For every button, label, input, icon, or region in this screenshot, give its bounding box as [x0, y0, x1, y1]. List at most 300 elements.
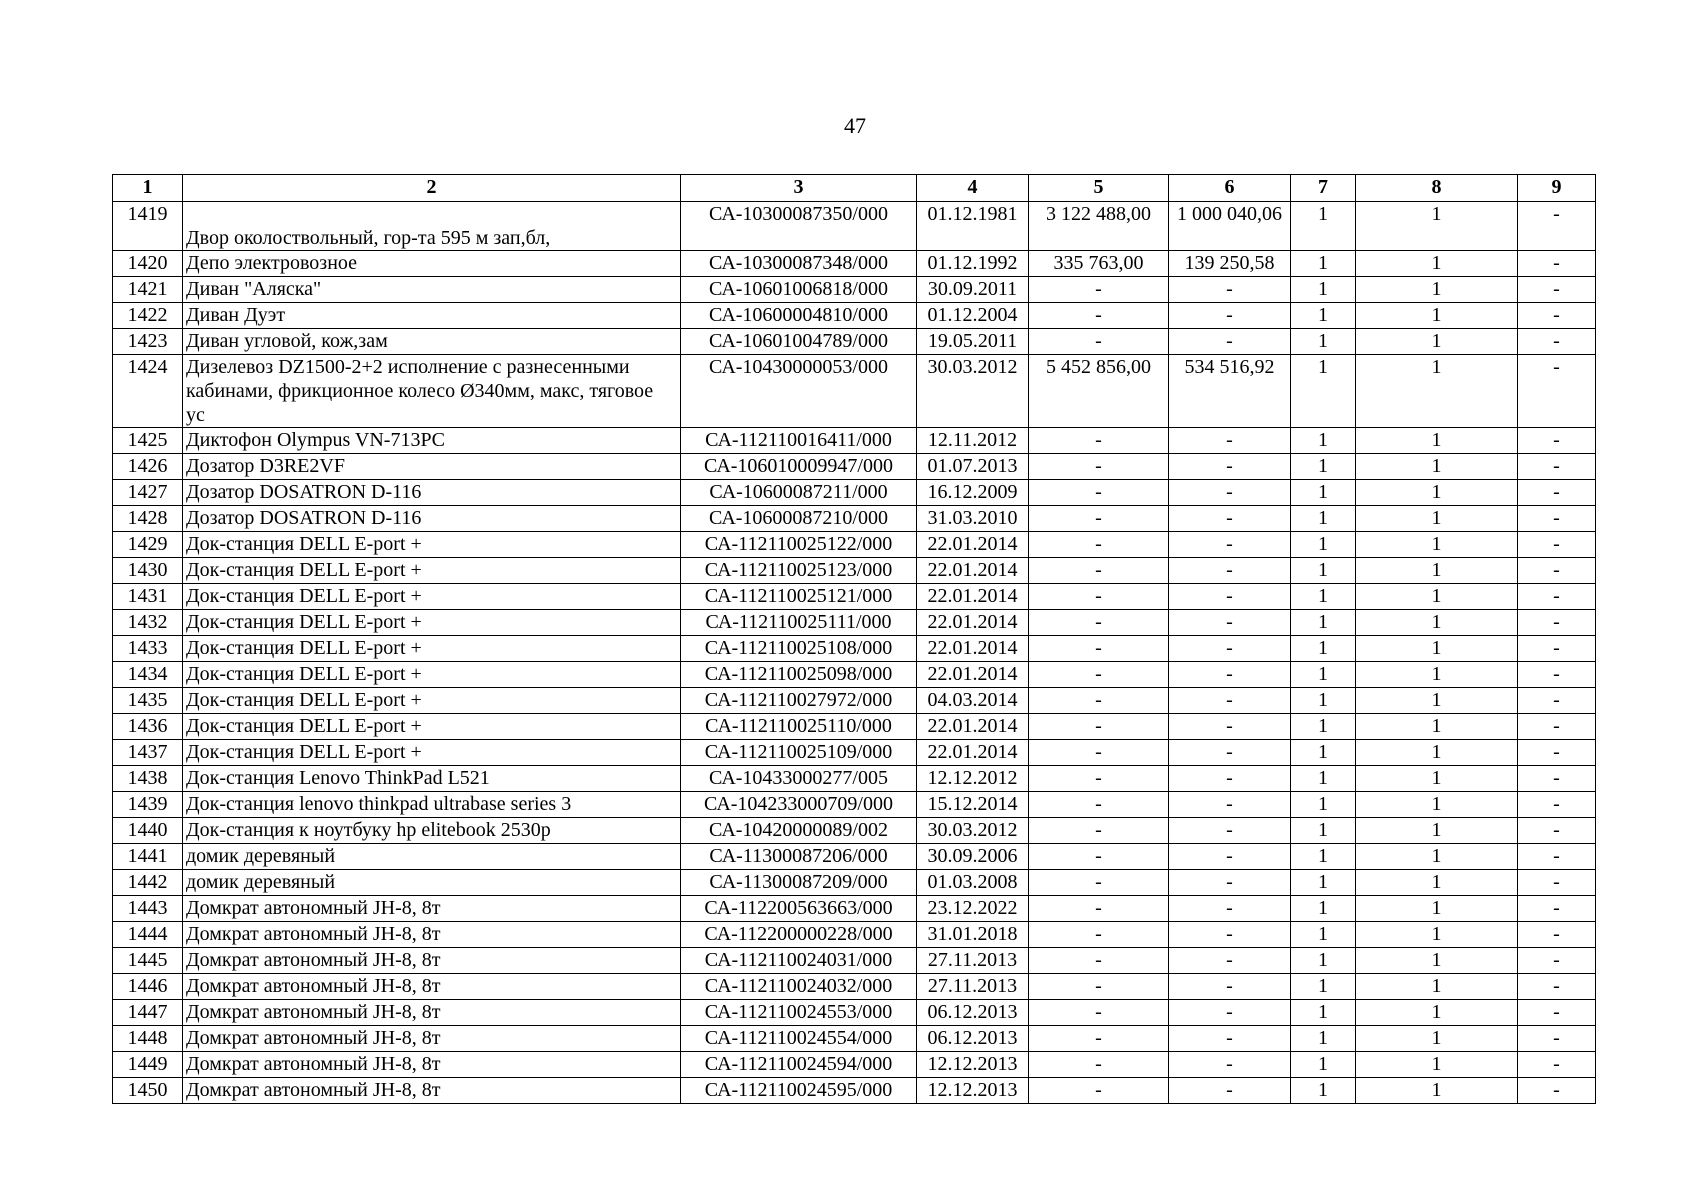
row-number: 1440 — [113, 818, 183, 844]
row-number: 1428 — [113, 506, 183, 532]
col9-value: - — [1518, 1052, 1596, 1078]
residual-value: - — [1169, 844, 1291, 870]
acquisition-date: 31.03.2010 — [917, 506, 1029, 532]
col9-value: - — [1518, 792, 1596, 818]
table-row — [113, 766, 1596, 792]
col7-value: 1 — [1291, 714, 1356, 740]
col9-value: - — [1518, 974, 1596, 1000]
col8-value: 1 — [1356, 480, 1518, 506]
col7-value: 1 — [1291, 636, 1356, 662]
table-row — [113, 714, 1596, 740]
residual-value: - — [1169, 896, 1291, 922]
initial-value: - — [1029, 1078, 1169, 1104]
col7-value: 1 — [1291, 922, 1356, 948]
col8-value: 1 — [1356, 506, 1518, 532]
row-number: 1425 — [113, 428, 183, 454]
col9-value: - — [1518, 303, 1596, 329]
inventory-code: СА-112110024031/000 — [681, 948, 917, 974]
col8-value: 1 — [1356, 1026, 1518, 1052]
item-name: Док-станция DELL E-port + — [183, 636, 681, 662]
col9-value: - — [1518, 844, 1596, 870]
row-number: 1447 — [113, 1000, 183, 1026]
col9-value: - — [1518, 818, 1596, 844]
initial-value: - — [1029, 740, 1169, 766]
row-number: 1433 — [113, 636, 183, 662]
initial-value: - — [1029, 428, 1169, 454]
item-name: Депо электровозное — [183, 251, 681, 277]
acquisition-date: 22.01.2014 — [917, 584, 1029, 610]
residual-value: - — [1169, 558, 1291, 584]
initial-value: - — [1029, 558, 1169, 584]
col8-value: 1 — [1356, 636, 1518, 662]
col8-value: 1 — [1356, 896, 1518, 922]
item-name: Дозатор DOSATRON D-116 — [183, 480, 681, 506]
col7-value: 1 — [1291, 277, 1356, 303]
table-row — [113, 584, 1596, 610]
col7-value: 1 — [1291, 896, 1356, 922]
table-row — [113, 610, 1596, 636]
item-name: Док-станция lenovo thinkpad ultrabase series 3 — [183, 792, 681, 818]
inventory-code: СА-112200563663/000 — [681, 896, 917, 922]
table-row — [113, 948, 1596, 974]
row-number: 1437 — [113, 740, 183, 766]
initial-value: - — [1029, 610, 1169, 636]
col7-value: 1 — [1291, 1078, 1356, 1104]
row-number: 1449 — [113, 1052, 183, 1078]
acquisition-date: 01.03.2008 — [917, 870, 1029, 896]
inventory-table — [112, 174, 1596, 1104]
item-name: Док-станция DELL E-port + — [183, 532, 681, 558]
table-row — [113, 974, 1596, 1000]
inventory-code: СА-106010009947/000 — [681, 454, 917, 480]
item-name: Домкрат автономный JH-8, 8т — [183, 1078, 681, 1104]
item-name: Док-станция Lenovo ThinkPad L521 — [183, 766, 681, 792]
inventory-code: СА-10420000089/002 — [681, 818, 917, 844]
inventory-code: СА-112200000228/000 — [681, 922, 917, 948]
inventory-code: СА-11300087206/000 — [681, 844, 917, 870]
col8-value: 1 — [1356, 974, 1518, 1000]
inventory-code: СА-10300087350/000 — [681, 202, 917, 251]
acquisition-date: 22.01.2014 — [917, 636, 1029, 662]
table-row — [113, 636, 1596, 662]
initial-value: 3 122 488,00 — [1029, 202, 1169, 251]
row-number: 1427 — [113, 480, 183, 506]
col7-value: 1 — [1291, 688, 1356, 714]
column-header: 4 — [917, 175, 1029, 202]
residual-value: - — [1169, 329, 1291, 355]
initial-value: - — [1029, 896, 1169, 922]
residual-value: - — [1169, 766, 1291, 792]
row-number: 1444 — [113, 922, 183, 948]
col7-value: 1 — [1291, 1052, 1356, 1078]
residual-value: - — [1169, 792, 1291, 818]
initial-value: - — [1029, 870, 1169, 896]
residual-value: - — [1169, 1000, 1291, 1026]
table-body — [113, 202, 1596, 1104]
col7-value: 1 — [1291, 740, 1356, 766]
col7-value: 1 — [1291, 202, 1356, 251]
initial-value: - — [1029, 329, 1169, 355]
acquisition-date: 16.12.2009 — [917, 480, 1029, 506]
table-row — [113, 532, 1596, 558]
residual-value: - — [1169, 948, 1291, 974]
acquisition-date: 27.11.2013 — [917, 974, 1029, 1000]
acquisition-date: 30.03.2012 — [917, 818, 1029, 844]
acquisition-date: 12.12.2012 — [917, 766, 1029, 792]
initial-value: - — [1029, 1000, 1169, 1026]
row-number: 1442 — [113, 870, 183, 896]
table-row — [113, 480, 1596, 506]
item-name: Дозатор DOSATRON D-116 — [183, 506, 681, 532]
col8-value: 1 — [1356, 948, 1518, 974]
col9-value: - — [1518, 896, 1596, 922]
col8-value: 1 — [1356, 251, 1518, 277]
table-row — [113, 329, 1596, 355]
col7-value: 1 — [1291, 844, 1356, 870]
table-row — [113, 454, 1596, 480]
inventory-code: СА-112110024553/000 — [681, 1000, 917, 1026]
initial-value: - — [1029, 1026, 1169, 1052]
col9-value: - — [1518, 1000, 1596, 1026]
row-number: 1420 — [113, 251, 183, 277]
residual-value: - — [1169, 454, 1291, 480]
inventory-code: СА-112110025121/000 — [681, 584, 917, 610]
inventory-code: СА-112110027972/000 — [681, 688, 917, 714]
col9-value: - — [1518, 277, 1596, 303]
initial-value: - — [1029, 948, 1169, 974]
row-number: 1434 — [113, 662, 183, 688]
col7-value: 1 — [1291, 355, 1356, 428]
table-row — [113, 1078, 1596, 1104]
column-header: 9 — [1518, 175, 1596, 202]
item-name: домик деревяный — [183, 870, 681, 896]
item-name: Домкрат автономный JH-8, 8т — [183, 1052, 681, 1078]
item-name: Док-станция DELL E-port + — [183, 688, 681, 714]
col8-value: 1 — [1356, 688, 1518, 714]
col8-value: 1 — [1356, 454, 1518, 480]
inventory-code: СА-104233000709/000 — [681, 792, 917, 818]
col8-value: 1 — [1356, 844, 1518, 870]
row-number: 1445 — [113, 948, 183, 974]
col7-value: 1 — [1291, 870, 1356, 896]
inventory-code: СА-112110025098/000 — [681, 662, 917, 688]
item-name: домик деревяный — [183, 844, 681, 870]
row-number: 1438 — [113, 766, 183, 792]
header-row — [113, 175, 1596, 202]
residual-value: - — [1169, 480, 1291, 506]
inventory-code: СА-11300087209/000 — [681, 870, 917, 896]
row-number: 1431 — [113, 584, 183, 610]
col9-value: - — [1518, 251, 1596, 277]
col9-value: - — [1518, 329, 1596, 355]
acquisition-date: 30.03.2012 — [917, 355, 1029, 428]
col9-value: - — [1518, 1026, 1596, 1052]
table-row — [113, 818, 1596, 844]
inventory-code: СА-10600087210/000 — [681, 506, 917, 532]
inventory-code: СА-112110025109/000 — [681, 740, 917, 766]
initial-value: - — [1029, 974, 1169, 1000]
row-number: 1432 — [113, 610, 183, 636]
acquisition-date: 22.01.2014 — [917, 740, 1029, 766]
col9-value: - — [1518, 480, 1596, 506]
table-row — [113, 1000, 1596, 1026]
residual-value: - — [1169, 714, 1291, 740]
residual-value: - — [1169, 303, 1291, 329]
col7-value: 1 — [1291, 1026, 1356, 1052]
col7-value: 1 — [1291, 818, 1356, 844]
col8-value: 1 — [1356, 766, 1518, 792]
row-number: 1441 — [113, 844, 183, 870]
acquisition-date: 06.12.2013 — [917, 1026, 1029, 1052]
col9-value: - — [1518, 688, 1596, 714]
item-name: Домкрат автономный JH-8, 8т — [183, 922, 681, 948]
item-name: Док-станция DELL E-port + — [183, 662, 681, 688]
table-row — [113, 558, 1596, 584]
column-header: 2 — [183, 175, 681, 202]
col8-value: 1 — [1356, 202, 1518, 251]
col9-value: - — [1518, 584, 1596, 610]
col8-value: 1 — [1356, 610, 1518, 636]
acquisition-date: 22.01.2014 — [917, 532, 1029, 558]
residual-value: 139 250,58 — [1169, 251, 1291, 277]
item-name: Диван угловой, кож,зам — [183, 329, 681, 355]
col7-value: 1 — [1291, 1000, 1356, 1026]
acquisition-date: 01.12.1992 — [917, 251, 1029, 277]
inventory-code: СА-10600004810/000 — [681, 303, 917, 329]
initial-value: - — [1029, 922, 1169, 948]
column-header: 8 — [1356, 175, 1518, 202]
acquisition-date: 12.11.2012 — [917, 428, 1029, 454]
residual-value: - — [1169, 1052, 1291, 1078]
item-name: Дизелевоз DZ1500-2+2 исполнение с разнесенными кабинами, фрикционное колесо Ø340мм, макс, тяговое ус — [183, 355, 681, 428]
item-name: Двор околоствольный, гор-та 595 м зап,бл, — [183, 202, 681, 251]
acquisition-date: 06.12.2013 — [917, 1000, 1029, 1026]
col9-value: - — [1518, 662, 1596, 688]
column-header: 6 — [1169, 175, 1291, 202]
acquisition-date: 01.07.2013 — [917, 454, 1029, 480]
col7-value: 1 — [1291, 584, 1356, 610]
acquisition-date: 12.12.2013 — [917, 1078, 1029, 1104]
col9-value: - — [1518, 714, 1596, 740]
col7-value: 1 — [1291, 428, 1356, 454]
initial-value: - — [1029, 454, 1169, 480]
col8-value: 1 — [1356, 303, 1518, 329]
col9-value: - — [1518, 610, 1596, 636]
item-name: Домкрат автономный JH-8, 8т — [183, 896, 681, 922]
initial-value: - — [1029, 480, 1169, 506]
col7-value: 1 — [1291, 532, 1356, 558]
residual-value: - — [1169, 532, 1291, 558]
acquisition-date: 27.11.2013 — [917, 948, 1029, 974]
residual-value: - — [1169, 870, 1291, 896]
table-row — [113, 844, 1596, 870]
acquisition-date: 31.01.2018 — [917, 922, 1029, 948]
inventory-code: СА-112110025111/000 — [681, 610, 917, 636]
col8-value: 1 — [1356, 714, 1518, 740]
initial-value: - — [1029, 688, 1169, 714]
row-number: 1450 — [113, 1078, 183, 1104]
col7-value: 1 — [1291, 766, 1356, 792]
item-name: Домкрат автономный JH-8, 8т — [183, 974, 681, 1000]
acquisition-date: 15.12.2014 — [917, 792, 1029, 818]
initial-value: - — [1029, 818, 1169, 844]
col9-value: - — [1518, 454, 1596, 480]
item-name: Док-станция к ноутбуку hp elitebook 2530p — [183, 818, 681, 844]
item-name: Дозатор D3RE2VF — [183, 454, 681, 480]
inventory-code: СА-112110016411/000 — [681, 428, 917, 454]
inventory-code: СА-10300087348/000 — [681, 251, 917, 277]
row-number: 1429 — [113, 532, 183, 558]
col7-value: 1 — [1291, 480, 1356, 506]
item-name: Док-станция DELL E-port + — [183, 584, 681, 610]
col9-value: - — [1518, 428, 1596, 454]
table-row — [113, 303, 1596, 329]
col8-value: 1 — [1356, 428, 1518, 454]
col8-value: 1 — [1356, 277, 1518, 303]
acquisition-date: 01.12.1981 — [917, 202, 1029, 251]
acquisition-date: 22.01.2014 — [917, 662, 1029, 688]
table-row — [113, 1052, 1596, 1078]
column-header: 7 — [1291, 175, 1356, 202]
residual-value: 534 516,92 — [1169, 355, 1291, 428]
residual-value: - — [1169, 688, 1291, 714]
col7-value: 1 — [1291, 662, 1356, 688]
row-number: 1426 — [113, 454, 183, 480]
acquisition-date: 19.05.2011 — [917, 329, 1029, 355]
row-number: 1422 — [113, 303, 183, 329]
col7-value: 1 — [1291, 948, 1356, 974]
row-number: 1435 — [113, 688, 183, 714]
col8-value: 1 — [1356, 662, 1518, 688]
col8-value: 1 — [1356, 532, 1518, 558]
acquisition-date: 01.12.2004 — [917, 303, 1029, 329]
acquisition-date: 22.01.2014 — [917, 558, 1029, 584]
col7-value: 1 — [1291, 329, 1356, 355]
residual-value: - — [1169, 428, 1291, 454]
item-name: Домкрат автономный JH-8, 8т — [183, 1026, 681, 1052]
inventory-code: СА-10430000053/000 — [681, 355, 917, 428]
column-header: 5 — [1029, 175, 1169, 202]
table-row — [113, 506, 1596, 532]
col7-value: 1 — [1291, 792, 1356, 818]
col8-value: 1 — [1356, 740, 1518, 766]
table-row — [113, 740, 1596, 766]
col9-value: - — [1518, 532, 1596, 558]
acquisition-date: 04.03.2014 — [917, 688, 1029, 714]
inventory-code: СА-112110024032/000 — [681, 974, 917, 1000]
table-row — [113, 896, 1596, 922]
col8-value: 1 — [1356, 584, 1518, 610]
initial-value: - — [1029, 662, 1169, 688]
residual-value: - — [1169, 922, 1291, 948]
initial-value: - — [1029, 532, 1169, 558]
residual-value: - — [1169, 740, 1291, 766]
col7-value: 1 — [1291, 506, 1356, 532]
residual-value: - — [1169, 277, 1291, 303]
acquisition-date: 30.09.2011 — [917, 277, 1029, 303]
table-row — [113, 251, 1596, 277]
inventory-code: СА-10600087211/000 — [681, 480, 917, 506]
col9-value: - — [1518, 355, 1596, 428]
residual-value: - — [1169, 974, 1291, 1000]
initial-value: - — [1029, 277, 1169, 303]
initial-value: - — [1029, 584, 1169, 610]
col8-value: 1 — [1356, 870, 1518, 896]
initial-value: - — [1029, 636, 1169, 662]
col8-value: 1 — [1356, 1000, 1518, 1026]
col9-value: - — [1518, 558, 1596, 584]
row-number: 1419 — [113, 202, 183, 251]
col7-value: 1 — [1291, 610, 1356, 636]
residual-value: 1 000 040,06 — [1169, 202, 1291, 251]
table-row — [113, 688, 1596, 714]
row-number: 1424 — [113, 355, 183, 428]
item-name: Док-станция DELL E-port + — [183, 740, 681, 766]
col8-value: 1 — [1356, 329, 1518, 355]
residual-value: - — [1169, 610, 1291, 636]
col8-value: 1 — [1356, 922, 1518, 948]
table-row — [113, 662, 1596, 688]
row-number: 1421 — [113, 277, 183, 303]
column-header: 3 — [681, 175, 917, 202]
col9-value: - — [1518, 922, 1596, 948]
page-number: 47 — [844, 113, 866, 138]
col9-value: - — [1518, 740, 1596, 766]
initial-value: - — [1029, 792, 1169, 818]
table-row — [113, 277, 1596, 303]
col8-value: 1 — [1356, 355, 1518, 428]
row-number: 1446 — [113, 974, 183, 1000]
residual-value: - — [1169, 506, 1291, 532]
table-row — [113, 355, 1596, 428]
column-header: 1 — [113, 175, 183, 202]
inventory-code: СА-112110025110/000 — [681, 714, 917, 740]
item-name: Док-станция DELL E-port + — [183, 610, 681, 636]
table-row — [113, 428, 1596, 454]
row-number: 1430 — [113, 558, 183, 584]
col8-value: 1 — [1356, 1078, 1518, 1104]
acquisition-date: 30.09.2006 — [917, 844, 1029, 870]
item-name: Домкрат автономный JH-8, 8т — [183, 1000, 681, 1026]
inventory-code: СА-112110025108/000 — [681, 636, 917, 662]
col7-value: 1 — [1291, 974, 1356, 1000]
col8-value: 1 — [1356, 818, 1518, 844]
table-row — [113, 792, 1596, 818]
inventory-code: СА-112110024554/000 — [681, 1026, 917, 1052]
row-number: 1436 — [113, 714, 183, 740]
col8-value: 1 — [1356, 792, 1518, 818]
col7-value: 1 — [1291, 303, 1356, 329]
item-name: Диван "Аляска" — [183, 277, 681, 303]
col9-value: - — [1518, 636, 1596, 662]
initial-value: - — [1029, 714, 1169, 740]
inventory-code: СА-10601004789/000 — [681, 329, 917, 355]
col7-value: 1 — [1291, 454, 1356, 480]
table-row — [113, 1026, 1596, 1052]
table-row — [113, 202, 1596, 251]
residual-value: - — [1169, 1078, 1291, 1104]
item-name: Док-станция DELL E-port + — [183, 558, 681, 584]
item-name: Диван Дуэт — [183, 303, 681, 329]
col8-value: 1 — [1356, 558, 1518, 584]
col7-value: 1 — [1291, 251, 1356, 277]
item-name: Док-станция DELL E-port + — [183, 714, 681, 740]
inventory-code: СА-112110024595/000 — [681, 1078, 917, 1104]
acquisition-date: 22.01.2014 — [917, 714, 1029, 740]
inventory-code: СА-112110025122/000 — [681, 532, 917, 558]
col9-value: - — [1518, 948, 1596, 974]
col9-value: - — [1518, 506, 1596, 532]
